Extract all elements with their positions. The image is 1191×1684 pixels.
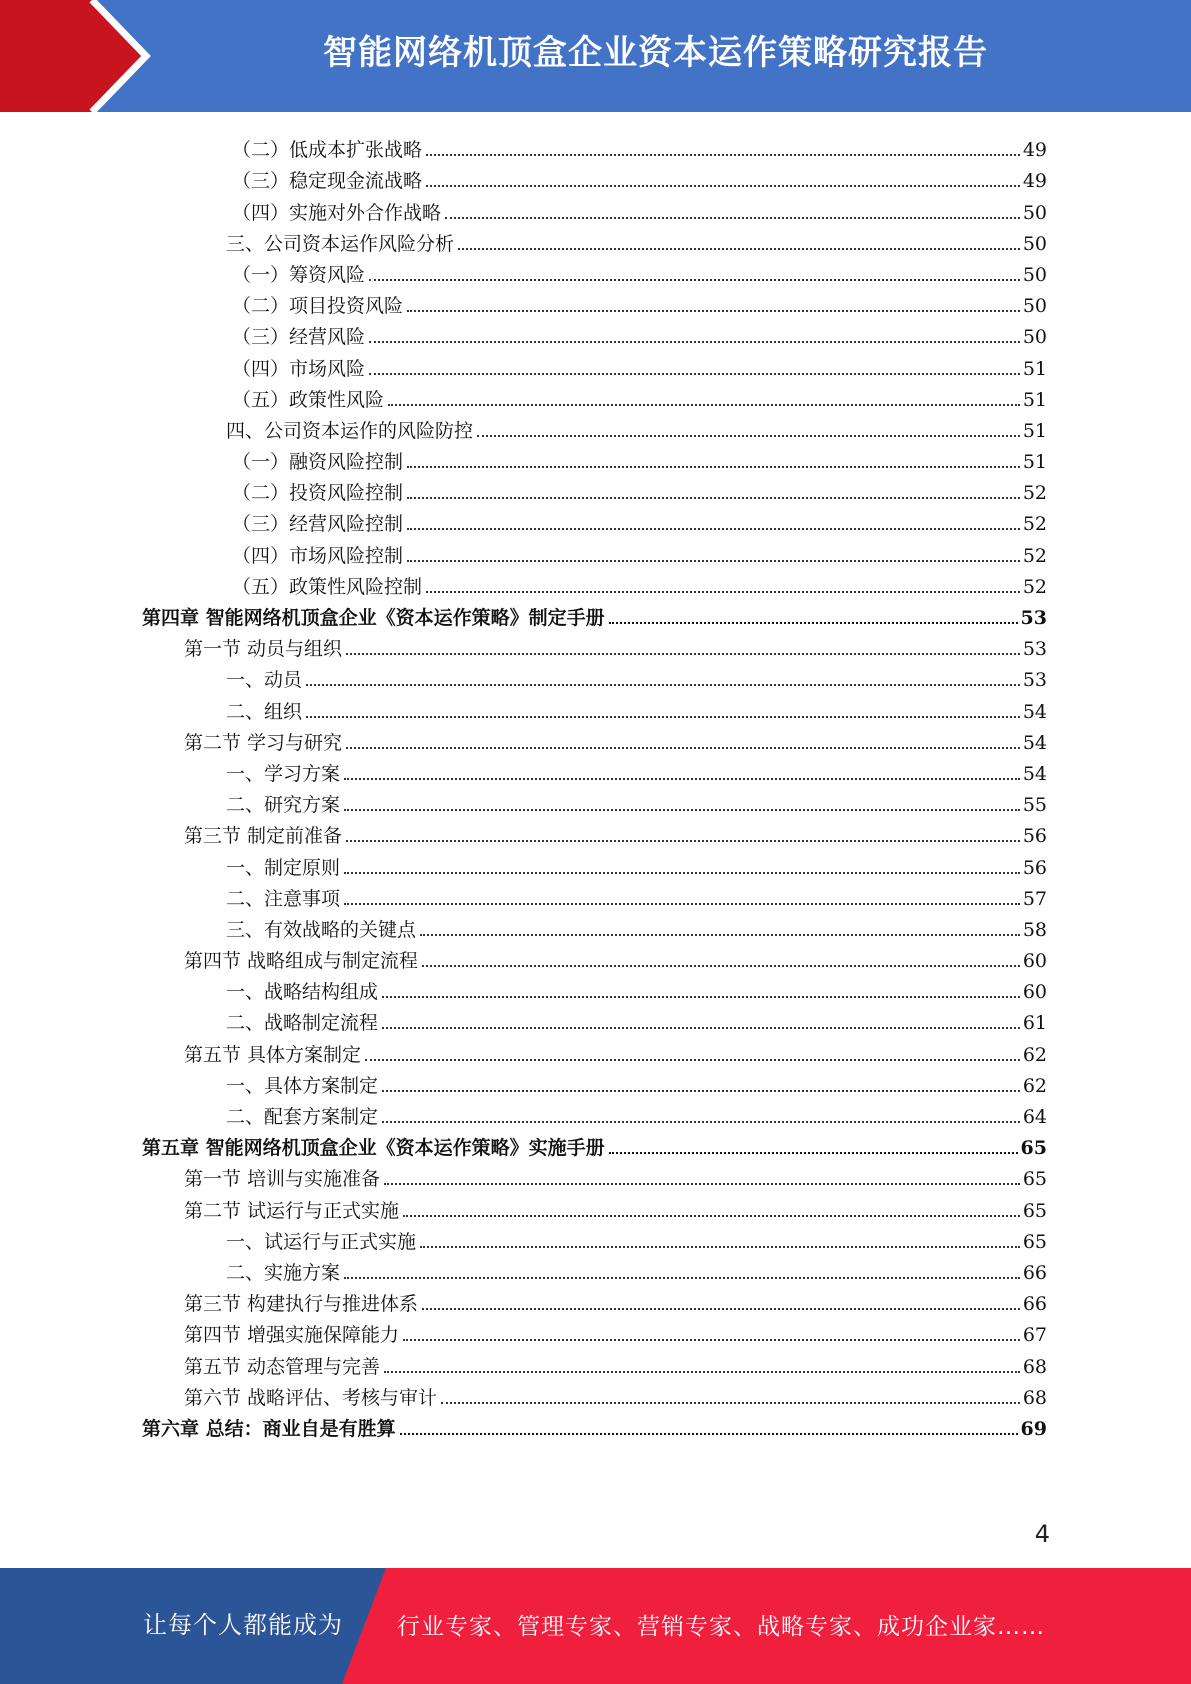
toc-entry-page: 56 (1022, 856, 1047, 879)
toc-dot-leader (403, 1339, 1020, 1341)
toc-dot-leader (477, 435, 1020, 437)
toc-entry-title: 第四章 智能网络机顶盒企业《资本运作策略》制定手册 (142, 607, 605, 629)
toc-entry-title: 第六节 战略评估、考核与审计 (184, 1386, 438, 1409)
toc-dot-leader (365, 1059, 1020, 1061)
toc-dot-leader (344, 778, 1020, 780)
toc-subsection-entry[interactable] (0, 504, 1191, 535)
toc-dot-leader (407, 466, 1020, 468)
toc-subsection-entry[interactable] (0, 130, 1191, 161)
toc-entry-title: 二、战略制定流程 (226, 1012, 379, 1035)
toc-entry-title: 第二节 试运行与正式实施 (184, 1199, 400, 1222)
toc-entry-title: 第五章 智能网络机顶盒企业《资本运作策略》实施手册 (142, 1137, 605, 1160)
toc-subsection-entry[interactable] (0, 847, 1191, 878)
toc-dot-leader (384, 1371, 1020, 1373)
toc-dot-leader (403, 1215, 1020, 1217)
toc-subsection-entry[interactable] (0, 317, 1191, 348)
toc-dot-leader (382, 1027, 1020, 1029)
toc-dot-leader (407, 560, 1020, 562)
toc-entry-page: 62 (1022, 1043, 1047, 1066)
toc-entry-title: 一、制定原则 (226, 856, 341, 879)
toc-section-entry[interactable] (0, 1159, 1191, 1190)
toc-entry-title: （四）市场风险 (232, 357, 366, 380)
toc-dot-leader (426, 154, 1020, 156)
toc-dot-leader (346, 747, 1020, 749)
toc-subsection-entry[interactable] (0, 411, 1191, 442)
toc-subsection-entry[interactable] (0, 255, 1191, 286)
toc-subsection-entry[interactable] (0, 972, 1191, 1003)
page-number: 4 (1034, 1520, 1050, 1548)
toc-entry-title: （五）政策性风险 (232, 388, 385, 411)
toc-dot-leader (388, 404, 1020, 406)
toc-dot-leader (346, 653, 1020, 655)
toc-entry-page: 65 (1020, 1137, 1047, 1160)
toc-entry-page: 65 (1022, 1230, 1047, 1253)
toc-dot-leader (346, 840, 1020, 842)
toc-entry-page: 66 (1022, 1261, 1047, 1284)
toc-chapter-entry[interactable] (0, 598, 1191, 629)
toc-section-entry[interactable] (0, 1378, 1191, 1409)
toc-entry-page: 53 (1022, 638, 1047, 661)
toc-entry-page: 50 (1022, 232, 1047, 255)
toc-entry-title: 第一节 动员与组织 (184, 638, 343, 661)
toc-entry-page: 62 (1022, 1074, 1047, 1097)
toc-dot-leader (609, 622, 1018, 624)
toc-entry-page: 51 (1022, 388, 1047, 411)
toc-entry-page: 61 (1022, 1012, 1047, 1035)
toc-dot-leader (306, 716, 1020, 718)
toc-entry-title: 二、研究方案 (226, 794, 341, 817)
toc-entry-page: 52 (1022, 575, 1047, 598)
toc-entry-page: 49 (1022, 170, 1047, 193)
toc-entry-page: 67 (1022, 1324, 1047, 1347)
toc-subsection-entry[interactable] (0, 910, 1191, 941)
toc-entry-title: （四）实施对外合作战略 (232, 201, 442, 224)
toc-dot-leader (441, 1402, 1020, 1404)
toc-entry-page: 65 (1022, 1168, 1047, 1191)
toc-entry-page: 50 (1022, 263, 1047, 286)
toc-dot-leader (422, 965, 1020, 967)
footer-slogan-right: 行业专家、管理专家、营销专家、战略专家、成功企业家…… (397, 1614, 1045, 1640)
toc-subsection-entry[interactable] (0, 660, 1191, 691)
toc-dot-leader (458, 248, 1020, 250)
toc-section-entry[interactable] (0, 1284, 1191, 1315)
toc-subsection-entry[interactable] (0, 567, 1191, 598)
toc-entry-title: 一、战略结构组成 (226, 981, 379, 1004)
toc-entry-page: 54 (1022, 762, 1047, 785)
toc-entry-title: 第四节 战略组成与制定流程 (184, 950, 419, 973)
table-of-contents (0, 130, 1191, 1440)
toc-entry-page: 49 (1022, 139, 1047, 162)
toc-entry-title: （一）融资风险控制 (232, 451, 404, 474)
toc-entry-page: 66 (1022, 1293, 1047, 1316)
toc-dot-leader (420, 1246, 1020, 1248)
toc-subsection-entry[interactable] (0, 348, 1191, 379)
toc-entry-title: 第三节 制定前准备 (184, 825, 343, 848)
toc-entry-page: 55 (1022, 794, 1047, 817)
toc-section-entry[interactable] (0, 629, 1191, 660)
toc-entry-title: （二）投资风险控制 (232, 482, 404, 505)
toc-subsection-entry[interactable] (0, 535, 1191, 566)
toc-dot-leader (384, 1183, 1020, 1185)
toc-dot-leader (369, 373, 1020, 375)
toc-subsection-entry[interactable] (0, 442, 1191, 473)
toc-entry-title: 第四节 增强实施保障能力 (184, 1324, 400, 1347)
toc-subsection-entry[interactable] (0, 1066, 1191, 1097)
toc-subsection-entry[interactable] (0, 286, 1191, 317)
toc-entry-page: 68 (1022, 1355, 1047, 1378)
toc-dot-leader (609, 1152, 1018, 1154)
toc-section-entry[interactable] (0, 1190, 1191, 1221)
toc-entry-page: 51 (1022, 419, 1047, 442)
toc-dot-leader (407, 528, 1020, 530)
toc-entry-title: （一）筹资风险 (232, 263, 366, 286)
toc-entry-title: 一、试运行与正式实施 (226, 1230, 417, 1253)
toc-entry-title: 四、公司资本运作的风险防控 (226, 419, 474, 442)
toc-entry-page: 60 (1022, 950, 1047, 973)
toc-subsection-entry[interactable] (0, 1222, 1191, 1253)
toc-entry-title: （三）稳定现金流战略 (232, 170, 423, 193)
toc-section-entry[interactable] (0, 723, 1191, 754)
toc-entry-page: 50 (1022, 295, 1047, 318)
toc-dot-leader (407, 497, 1020, 499)
toc-section-entry[interactable] (0, 1034, 1191, 1065)
toc-entry-page: 53 (1022, 669, 1047, 692)
toc-entry-page: 68 (1022, 1386, 1047, 1409)
toc-subsection-entry[interactable] (0, 1097, 1191, 1128)
toc-subsection-entry[interactable] (0, 161, 1191, 192)
toc-subsection-entry[interactable] (0, 224, 1191, 255)
toc-section-entry[interactable] (0, 816, 1191, 847)
toc-dot-leader (445, 217, 1020, 219)
toc-entry-title: 一、动员 (226, 669, 303, 692)
toc-entry-page: 52 (1022, 544, 1047, 567)
toc-subsection-entry[interactable] (0, 754, 1191, 785)
toc-entry-page: 69 (1020, 1417, 1047, 1440)
toc-subsection-entry[interactable] (0, 879, 1191, 910)
toc-entry-page: 53 (1020, 607, 1047, 629)
footer-slogan-left: 让每个人都能成为 (143, 1611, 343, 1639)
toc-entry-title: 一、学习方案 (226, 762, 341, 785)
toc-entry-page: 56 (1022, 825, 1047, 848)
toc-section-entry[interactable] (0, 1346, 1191, 1377)
toc-chapter-entry[interactable] (0, 1128, 1191, 1159)
toc-dot-leader (420, 934, 1020, 936)
toc-subsection-entry[interactable] (0, 1253, 1191, 1284)
toc-entry-title: （二）项目投资风险 (232, 295, 404, 318)
toc-entry-page: 65 (1022, 1199, 1047, 1222)
toc-dot-leader (344, 903, 1020, 905)
toc-entry-page: 51 (1022, 451, 1047, 474)
toc-entry-title: 二、配套方案制定 (226, 1106, 379, 1128)
toc-dot-leader (400, 1433, 1018, 1435)
toc-entry-title: 第六章 总结：商业自是有胜算 (142, 1417, 396, 1440)
toc-dot-leader (426, 591, 1020, 593)
toc-subsection-entry[interactable] (0, 785, 1191, 816)
toc-entry-page: 52 (1022, 482, 1047, 505)
toc-entry-title: 三、有效战略的关键点 (226, 918, 417, 941)
toc-dot-leader (344, 872, 1020, 874)
toc-subsection-entry[interactable] (0, 473, 1191, 504)
toc-entry-page: 60 (1022, 981, 1047, 1004)
document-title: 智能网络机顶盒企业资本运作策略研究报告 (323, 33, 988, 73)
toc-entry-title: （三）经营风险 (232, 326, 366, 349)
toc-dot-leader (369, 341, 1020, 343)
toc-entry-page: 57 (1022, 887, 1047, 910)
toc-entry-title: 一、具体方案制定 (226, 1074, 379, 1097)
toc-dot-leader (422, 1308, 1020, 1310)
toc-entry-title: 二、注意事项 (226, 887, 341, 910)
toc-entry-title: 第五节 具体方案制定 (184, 1043, 362, 1066)
toc-dot-leader (382, 996, 1020, 998)
toc-subsection-entry[interactable] (0, 691, 1191, 722)
toc-dot-leader (344, 1277, 1020, 1279)
toc-entry-page: 54 (1022, 731, 1047, 754)
toc-dot-leader (306, 684, 1020, 686)
toc-entry-page: 64 (1022, 1106, 1047, 1128)
toc-subsection-entry[interactable] (0, 192, 1191, 223)
toc-subsection-entry[interactable] (0, 1003, 1191, 1034)
toc-entry-title: 第五节 动态管理与完善 (184, 1355, 381, 1378)
toc-entry-title: 第一节 培训与实施准备 (184, 1168, 381, 1191)
toc-entry-title: 二、组织 (226, 700, 303, 723)
toc-dot-leader (369, 279, 1020, 281)
toc-section-entry[interactable] (0, 1315, 1191, 1346)
toc-entry-page: 54 (1022, 700, 1047, 723)
toc-entry-title: 第二节 学习与研究 (184, 731, 343, 754)
toc-dot-leader (407, 310, 1020, 312)
toc-section-entry[interactable] (0, 941, 1191, 972)
toc-dot-leader (344, 809, 1020, 811)
toc-entry-title: （三）经营风险控制 (232, 513, 404, 536)
toc-entry-title: （四）市场风险控制 (232, 544, 404, 567)
toc-entry-title: 三、公司资本运作风险分析 (226, 232, 455, 255)
toc-entry-title: 第三节 构建执行与推进体系 (184, 1293, 419, 1316)
toc-entry-page: 58 (1022, 918, 1047, 941)
page-footer (0, 1568, 1191, 1684)
toc-entry-page: 52 (1022, 513, 1047, 536)
toc-entry-page: 50 (1022, 326, 1047, 349)
toc-dot-leader (426, 185, 1020, 187)
toc-entry-title: （五）政策性风险控制 (232, 575, 423, 598)
toc-entry-page: 51 (1022, 357, 1047, 380)
toc-entry-page: 50 (1022, 201, 1047, 224)
toc-dot-leader (382, 1121, 1020, 1123)
toc-dot-leader (382, 1090, 1020, 1092)
page-header (0, 0, 1191, 112)
toc-chapter-entry[interactable] (0, 1409, 1191, 1440)
toc-subsection-entry[interactable] (0, 380, 1191, 411)
toc-entry-title: （二）低成本扩张战略 (232, 139, 423, 162)
toc-entry-title: 二、实施方案 (226, 1261, 341, 1284)
